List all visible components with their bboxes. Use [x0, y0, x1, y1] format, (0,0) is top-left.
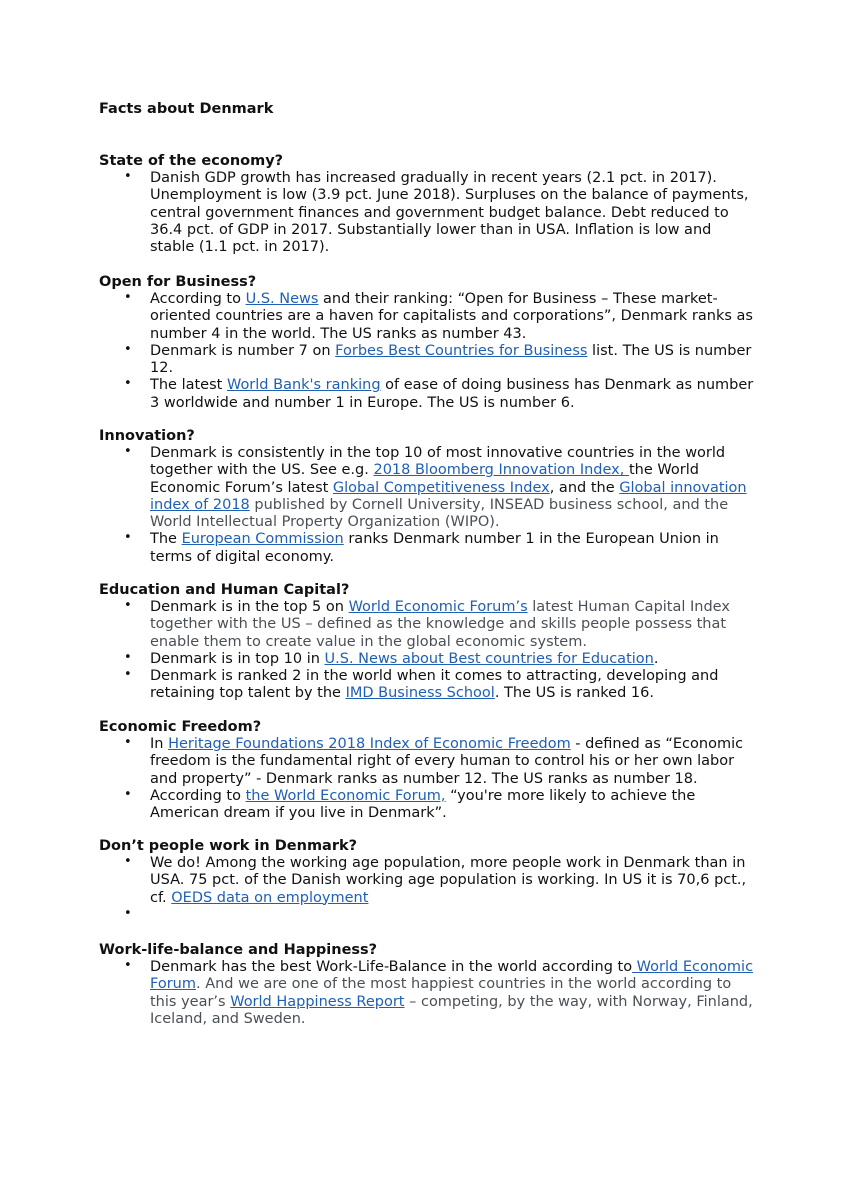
- bullet-icon: •: [124, 169, 132, 184]
- section-education: [99, 582, 759, 703]
- bullet-icon: •: [124, 444, 132, 459]
- document-title: Facts about Denmark: [99, 101, 274, 117]
- list-item: • The latest World Bank's ranking of ease of doing business has Denmark as number 3 worldwide and number 1 in Europe. The US is number 6.: [124, 376, 754, 411]
- link-us-news[interactable]: U.S. News: [245, 291, 319, 307]
- bullet-icon: •: [124, 905, 132, 921]
- section-heading: Education and Human Capital?: [99, 582, 350, 598]
- bullet-icon: •: [124, 786, 132, 802]
- link-imd[interactable]: IMD Business School: [345, 685, 495, 702]
- link-forbes[interactable]: Forbes Best Countries for Business: [335, 342, 588, 359]
- section-heading: Don’t people work in Denmark?: [99, 838, 358, 854]
- bullet-icon: •: [124, 649, 132, 665]
- section-work: [99, 838, 759, 924]
- bullet-icon: •: [124, 667, 132, 683]
- list-item: • The European Commission ranks Denmark number 1 in the European Union in terms of digital economy.: [124, 530, 719, 565]
- section-heading: Open for Business?: [99, 274, 257, 290]
- section-work-life-balance: [99, 942, 759, 1028]
- section-heading: Work-life-balance and Happiness?: [99, 942, 378, 958]
- list-item: • Denmark has the best Work-Life-Balance in the world according to World Economic Forum. And we are one of the most happiest countries in the world according to this year’s World Happiness Report – competing, by the way, with Norway, Finland, Iceland, and Sweden.: [124, 958, 754, 1027]
- link-wef-balance[interactable]: World Economic Forum: [150, 959, 754, 993]
- section-open-for-business: [99, 274, 759, 412]
- link-global-innovation[interactable]: Global innovation index of 2018: [150, 479, 747, 513]
- bullet-icon: •: [124, 854, 132, 869]
- link-wef[interactable]: World Economic Forum’s: [348, 599, 528, 615]
- link-oeds[interactable]: OEDS data on employment: [171, 889, 369, 906]
- list-item: • Denmark is ranked 2 in the world when it comes to attracting, developing and retaining top talent by the IMD Business School. The US is ranked 16.: [124, 667, 719, 702]
- bullet-icon: •: [124, 376, 132, 392]
- link-us-news-education[interactable]: U.S. News about Best countries for Education: [324, 650, 654, 667]
- link-european-commission[interactable]: European Commission: [181, 531, 344, 548]
- list-item: • Denmark is in the top 5 on World Economic Forum’s latest Human Capital Index together with the US – defined as the knowledge and skills people possess that enable them to create value in the global economic system.: [124, 598, 730, 650]
- bullet-icon: •: [124, 735, 132, 750]
- list-item: • Danish GDP growth has increased gradually in recent years (2.1 pct. in 2017). Unemployment is low (3.9 pct. June 2018). Surpluses on the balance of payments, central government finances and government budget balance. Debt reduced to 36.4 pct. of GDP in 2017. Substantially lower than in USA. Inflation is low and stable (1.1 pct. in 2017).: [124, 169, 749, 256]
- bullet-icon: •: [124, 290, 132, 305]
- list-item: • Denmark is number 7 on Forbes Best Countries for Business list. The US is number 12.: [124, 341, 752, 377]
- bullet-icon: •: [124, 530, 132, 546]
- list-item: [99, 907, 759, 924]
- section-heading: State of the economy?: [99, 153, 284, 169]
- bullet-icon: •: [124, 598, 132, 613]
- link-global-competitiveness[interactable]: Global Competitiveness Index: [332, 479, 550, 496]
- section-economic-freedom: [99, 719, 759, 822]
- section-economy: [99, 153, 759, 256]
- section-heading: Economic Freedom?: [99, 719, 262, 735]
- list-item: • According to U.S. News and their ranking: “Open for Business – These market-oriented countries are a haven for capitalists and corporations”, Denmark ranks as number 4 in the world. The US ranks as number 43.: [124, 290, 753, 342]
- list-item: • According to the World Economic Forum, “you're more likely to achieve the American dream if you live in Denmark”.: [124, 786, 696, 822]
- list-item: • We do! Among the working age population, more people work in Denmark than in USA. 75 pct. of the Danish working age population is working. In US it is 70,6 pct., cf. OEDS data on employment: [124, 854, 747, 906]
- list-item: • Denmark is consistently in the top 10 of most innovative countries in the world together with the US. See e.g. 2018 Bloomberg Innovation Index, the World Economic Forum’s latest Global Competitiveness Index, and the Global innovation index of 2018 published by Cornell University, INSEAD business school, and the World Intellectual Property Organization (WIPO).: [124, 444, 747, 531]
- bullet-icon: •: [124, 341, 132, 357]
- link-heritage[interactable]: Heritage Foundations 2018 Index of Economic Freedom: [168, 736, 571, 752]
- link-world-bank[interactable]: World Bank's ranking: [226, 377, 381, 394]
- list-item: • In Heritage Foundations 2018 Index of Economic Freedom - defined as “Economic freedom is the fundamental right of every human to control his or her own labor and property” - Denmark ranks as number 12. The US ranks as number 18.: [124, 735, 744, 787]
- list-item: • Denmark is in top 10 in U.S. News about Best countries for Education.: [124, 649, 659, 667]
- section-innovation: [99, 428, 759, 566]
- link-happiness-report[interactable]: World Happiness Report: [230, 993, 405, 1010]
- link-wef-freedom[interactable]: the World Economic Forum,: [245, 787, 446, 804]
- section-heading: Innovation?: [99, 428, 195, 444]
- bullet-icon: •: [124, 958, 132, 973]
- link-bloomberg[interactable]: 2018 Bloomberg Innovation Index,: [373, 462, 629, 479]
